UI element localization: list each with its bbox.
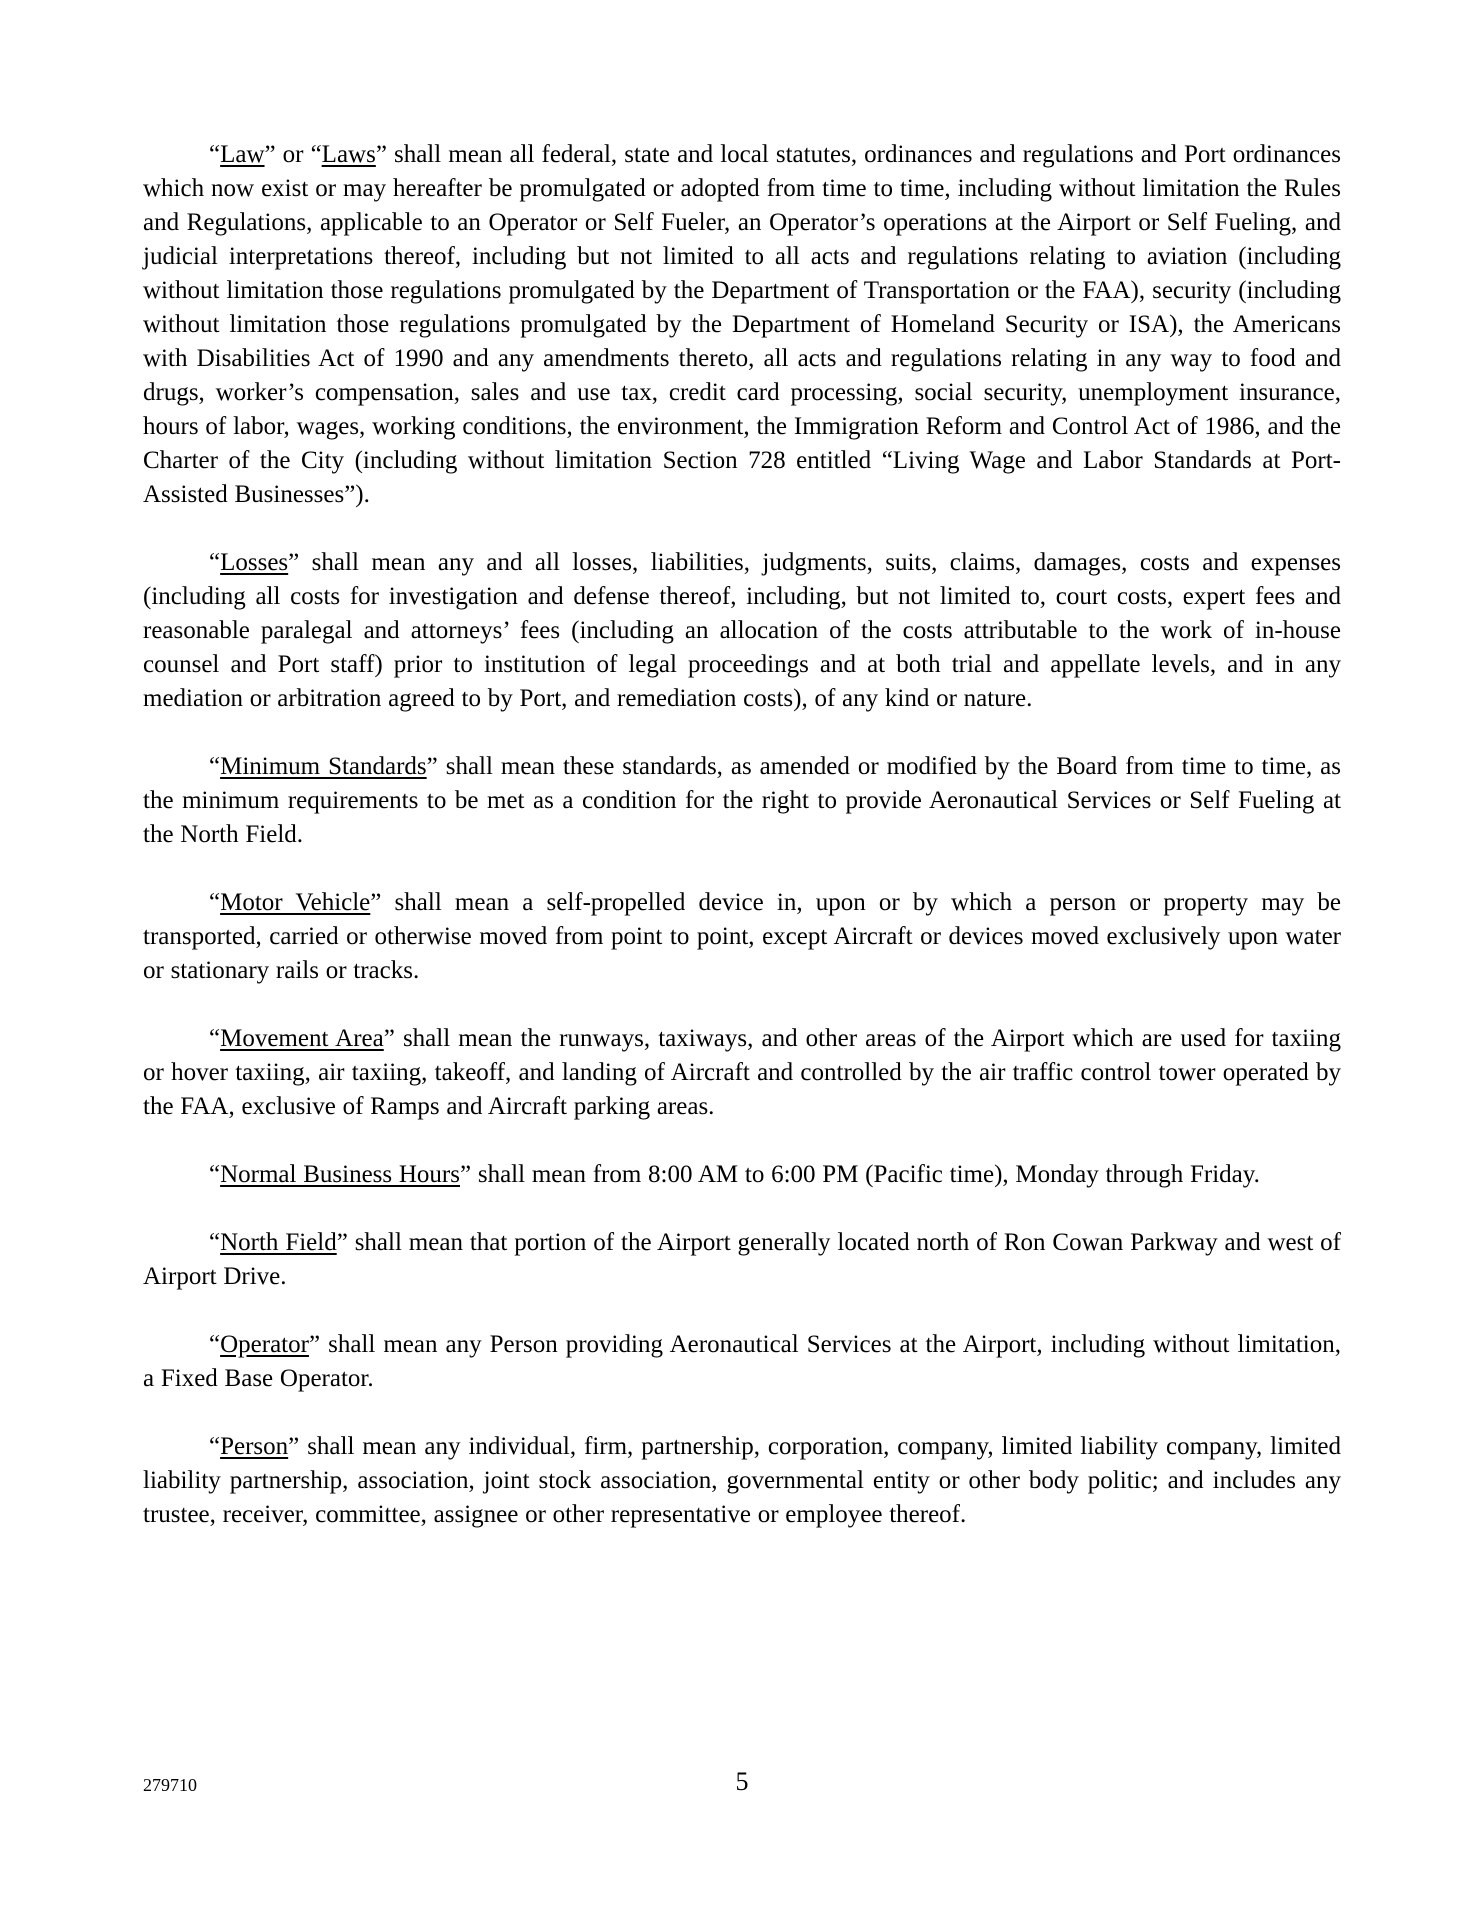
- paragraph-text: “: [209, 1229, 221, 1256]
- definition-paragraph: [143, 1022, 1341, 1124]
- paragraph-text: ” shall mean any individual, firm, partnership, corporation, company, limited liability company, limited liability partnership, association, joint stock association, governmental entity or other body politic; and includes any trustee, receiver, committee, assignee or other representative or employee thereof.: [143, 1433, 1341, 1528]
- page-number: 5: [735, 1767, 749, 1796]
- document-number: 279710: [143, 1775, 197, 1795]
- defined-term: Laws: [321, 141, 376, 168]
- paragraph-text: “: [209, 141, 221, 168]
- paragraph-text: ” shall mean from 8:00 AM to 6:00 PM (Pacific time), Monday through Friday.: [460, 1161, 1260, 1188]
- paragraph-text: “: [209, 1331, 221, 1358]
- defined-term: Person: [220, 1433, 289, 1460]
- paragraph-text: ” shall mean any Person providing Aeronautical Services at the Airport, including without limitation, a Fixed Base Operator.: [143, 1331, 1341, 1392]
- paragraph-text: ” shall mean that portion of the Airport generally located north of Ron Cowan Parkway and west of Airport Drive.: [143, 1229, 1341, 1290]
- paragraph-text: ” shall mean these standards, as amended or modified by the Board from time to time, as the minimum requirements to be met as a condition for the right to provide Aeronautical Services or Self Fueling at the North Field.: [143, 753, 1342, 848]
- defined-term: Operator: [220, 1331, 309, 1358]
- definition-paragraph: [143, 1226, 1341, 1294]
- definitions-content: [143, 138, 1341, 1532]
- paragraph-text: “: [209, 1433, 221, 1460]
- definition-paragraph: [143, 138, 1341, 512]
- paragraph-text: ” shall mean any and all losses, liabilities, judgments, suits, claims, damages, costs and expenses (including all costs for investigation and defense thereof, including, but not limited to, court costs, expert fees and reasonable paralegal and attorneys’ fees (including an allocation of the costs attributable to the work of in-house counsel and Port staff) prior to institution of legal proceedings and at both trial and appellate levels, and in any mediation or arbitration agreed to by Port, and remediation costs), of any kind or nature.: [143, 549, 1341, 712]
- defined-term: Motor Vehicle: [220, 889, 371, 916]
- defined-term: Movement Area: [220, 1025, 384, 1052]
- paragraph-text: ” shall mean all federal, state and local statutes, ordinances and regulations and Port ordinances which now exist or may hereafter be promulgated or adopted from time to time, including without limitation the Rules and Regulations, applicable to an Operator or Self Fueler, an Operator’s operations at the Airport or Self Fueling, and judicial interpretations thereof, including but not limited to all acts and regulations relating to aviation (including without limitation those regulations promulgated by the Department of Transportation or the FAA), security (including without limitation those regulations promulgated by the Department of Homeland Security or ISA), the Americans with Disabilities Act of 1990 and any amendments thereto, all acts and regulations relating in any way to food and drugs, worker’s compensation, sales and use tax, credit card processing, social security, unemployment insurance, hours of labor, wages, working conditions, the environment, the Immigration Reform and Control Act of 1986, and the Charter of the City (including without limitation Section 728 entitled “Living Wage and Labor Standards at Port-Assisted Businesses”).: [143, 141, 1341, 508]
- page-footer: [143, 1766, 1341, 1806]
- paragraph-text: “: [209, 1161, 221, 1188]
- paragraph-text: “: [209, 549, 221, 576]
- paragraph-text: ” shall mean a self-propelled device in, upon or by which a person or property may be transported, carried or otherwise moved from point to point, except Aircraft or devices moved exclusively upon water or stationary rails or tracks.: [143, 889, 1342, 984]
- paragraph-text: “: [209, 1025, 221, 1052]
- defined-term: Losses: [220, 549, 289, 576]
- paragraph-text: “: [209, 889, 221, 916]
- paragraph-text: ” or “: [264, 141, 322, 168]
- definition-paragraph: [143, 1430, 1341, 1532]
- defined-term: Law: [220, 141, 265, 168]
- definition-paragraph: [143, 750, 1341, 852]
- definition-paragraph: [143, 546, 1341, 716]
- definition-paragraph: [143, 1158, 1341, 1192]
- paragraph-text: ” shall mean the runways, taxiways, and other areas of the Airport which are used for taxiing or hover taxiing, air taxiing, takeoff, and landing of Aircraft and controlled by the air traffic control tower operated by the FAA, exclusive of Ramps and Aircraft parking areas.: [143, 1025, 1341, 1120]
- paragraph-text: “: [209, 753, 221, 780]
- definition-paragraph: [143, 886, 1341, 988]
- defined-term: Normal Business Hours: [220, 1161, 460, 1188]
- defined-term: Minimum Standards: [220, 753, 427, 780]
- definition-paragraph: [143, 1328, 1341, 1396]
- defined-term: North Field: [220, 1229, 337, 1256]
